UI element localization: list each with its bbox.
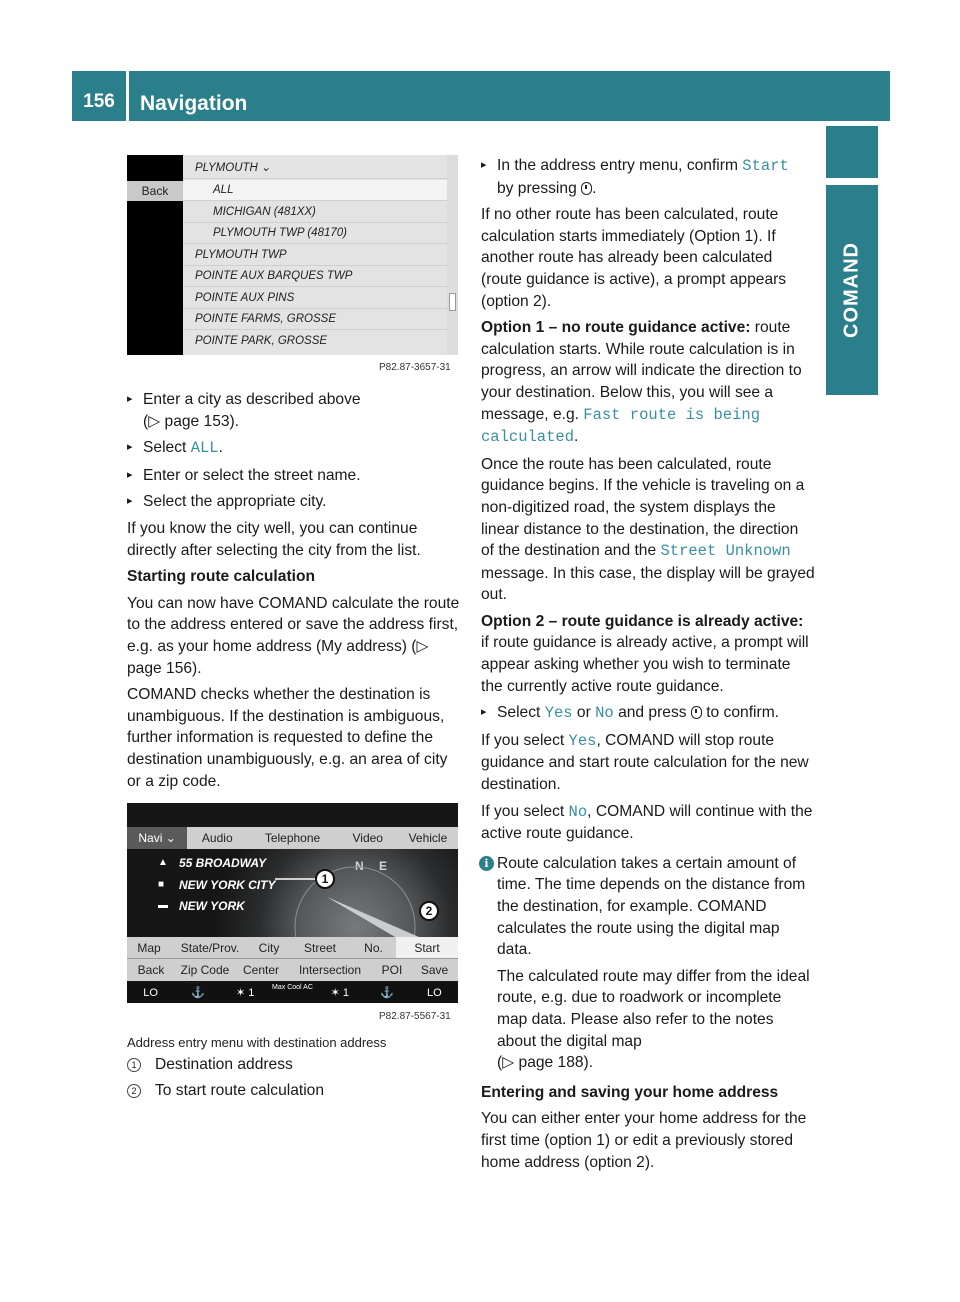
legend-item: 2 To start route calculation [127, 1082, 324, 1100]
arrow-icon: ▸ [127, 393, 133, 405]
right-column [481, 155, 815, 1178]
controller-button-icon [581, 182, 592, 195]
step: ▸ Enter a city as described above (▷ page 153). [127, 391, 361, 430]
fan-left: ✶ 1 [236, 987, 255, 999]
city-list-screenshot [127, 155, 458, 355]
paragraph: If you know the city well, you can continue directly after selecting the city from the list. [127, 519, 421, 559]
max-cool-ac: Max Cool AC [272, 984, 313, 991]
paragraph: If you select No, COMAND will continue with the active route guidance. [481, 802, 813, 843]
image-code: P82.87-5567-31 [379, 1011, 451, 1022]
paragraph: Option 1 – no route guidance active: route calculation starts. While route calculation is in progress, an arrow will indicate the direction to your destination. Below this, you will see a message, e.g. Fast route is being calculated. [481, 319, 802, 447]
city-list [183, 155, 447, 355]
left-column [127, 389, 462, 797]
list-item: ALL [183, 180, 447, 201]
menu-state: State/Prov. [180, 941, 240, 955]
fan-right: ✶ 1 [330, 987, 349, 999]
airflow-icon: ⚓ [380, 987, 394, 999]
header-divider [126, 71, 129, 121]
arrow-icon: ▸ [127, 441, 133, 454]
airflow-icon: ⚓ [191, 987, 205, 999]
climate-bar [127, 983, 458, 1003]
compass-ring [295, 867, 415, 937]
tab-navi: Navi ⌄ [127, 827, 187, 849]
arrow-icon: ▸ [127, 468, 133, 481]
page-title: Navigation [140, 92, 248, 115]
list-item: MICHIGAN (481XX) [183, 202, 447, 223]
step: ▸ Enter or select the street name. [127, 465, 462, 487]
menu-start: Start [396, 937, 458, 959]
menu-save: Save [420, 963, 449, 977]
paragraph: Option 2 – route guidance is already active: if route guidance is already active, a prompt will appear asking whether you wish to terminate the currently active route guidance. [481, 612, 809, 695]
image-code: P82.87-3657-31 [379, 362, 451, 373]
callout-2: 2 [419, 901, 439, 921]
arrow-icon: ▸ [481, 706, 487, 719]
side-tab-marker [826, 126, 878, 178]
address-menu-bar [127, 937, 458, 959]
map-view [127, 849, 458, 937]
menu-intersection: Intersection [298, 963, 362, 977]
tab-audio: Audio [201, 831, 233, 845]
section-heading: Starting route calculation [127, 568, 316, 586]
menu-back: Back [137, 963, 165, 977]
menu-center: Center [242, 963, 280, 977]
side-tab-label: COMAND [840, 242, 863, 338]
arrow-icon: ▸ [127, 495, 133, 508]
menu-street: Street [303, 941, 336, 955]
state-icon: ▬ [158, 900, 168, 911]
page-number: 156 [83, 91, 115, 112]
list-item: PLYMOUTH TWP (48170) [183, 223, 447, 244]
paragraph: You can either enter your home address for the first time (option 1) or edit a previously stored home address (option 2). [481, 1110, 807, 1171]
compass-graphic [127, 849, 458, 937]
step: ▸ Select ALL. [127, 439, 223, 458]
scrollbar [447, 155, 458, 355]
legend-item: 1 Destination address [127, 1056, 293, 1074]
list-item: POINTE FARMS, GROSSE [183, 309, 447, 330]
paragraph: Once the route has been calculated, route guidance begins. If the vehicle is traveling on a non-digitized road, the system displays the linear distance to the destination, the direction of the destination and the Street Unknown message. In this case, the display will be grayed out. [481, 455, 815, 604]
step: ▸ In the address entry menu, confirm Start by pressing . [481, 157, 789, 197]
list-item: POINTE AUX PINS [183, 288, 447, 309]
callout-1: 1 [315, 869, 335, 889]
tab-telephone: Telephone [264, 831, 321, 845]
address-street: 55 BROADWAY [179, 856, 267, 870]
scrollbar-thumb [449, 293, 456, 311]
climate-temp-right: LO [426, 987, 442, 999]
tab-vehicle: Vehicle [408, 831, 448, 845]
menu-poi: POI [381, 963, 403, 977]
list-item: PLYMOUTH ⌄ [183, 158, 447, 179]
list-item: POINTE AUX BARQUES TWP [183, 266, 447, 287]
section-heading: Entering and saving your home address [481, 1083, 779, 1101]
climate-temp-left: LO [143, 987, 158, 999]
address-entry-screenshot [127, 803, 458, 1003]
address-state: NEW YORK [179, 899, 245, 913]
figure-caption: Address entry menu with destination address [127, 1035, 387, 1050]
controller-button-icon [691, 706, 702, 719]
menu-city: City [258, 941, 280, 955]
arrow-icon: ▸ [481, 159, 487, 171]
street-icon: ▲ [158, 857, 168, 868]
tab-video: Video [352, 831, 383, 845]
paragraph: You can now have COMAND calculate the route to the address entered or save the address first, e.g. as your home address (My address) (▷ page 156). [127, 594, 460, 677]
menu-map: Map [137, 941, 161, 955]
paragraph: If you select Yes, COMAND will stop route guidance and start route calculation for the new destination. [481, 731, 809, 794]
main-tab-bar [127, 827, 458, 849]
paragraph: COMAND checks whether the destination is unambiguous. If the destination is ambiguous, further information is requested to define the destination unambiguously, e.g. an area of city or a zip code. [127, 686, 448, 790]
compass-label: N E [355, 859, 394, 873]
menu-zip: Zip Code [180, 963, 230, 977]
paragraph: If no other route has been calculated, route calculation starts immediately (Option 1). If another route has already been calculated (route guidance is active), a prompt appears (option 2). [481, 206, 787, 310]
step: ▸ Select the appropriate city. [127, 491, 462, 513]
menu-number: No. [364, 941, 383, 955]
step: ▸ Select Yes or No and press to confirm. [481, 704, 780, 723]
back-button: Back [127, 181, 183, 201]
info-note: i Route calculation takes a certain amount of time. The time depends on the distance from the destination, for example. COMAND calculates the route using the digital map data. The calculated route may differ from the ideal route, e.g. due to roadwork or incomplete map data. Please also refer to the notes about the digital map (▷ page 188). [481, 853, 815, 1074]
list-item: POINTE PARK, GROSSE [195, 335, 328, 347]
address-city: NEW YORK CITY [179, 878, 276, 892]
info-icon: i [479, 856, 494, 871]
address-submenu-bar [127, 958, 458, 981]
direction-arrow [327, 897, 419, 937]
city-icon: ■ [158, 879, 165, 890]
list-item: PLYMOUTH TWP [183, 245, 447, 266]
